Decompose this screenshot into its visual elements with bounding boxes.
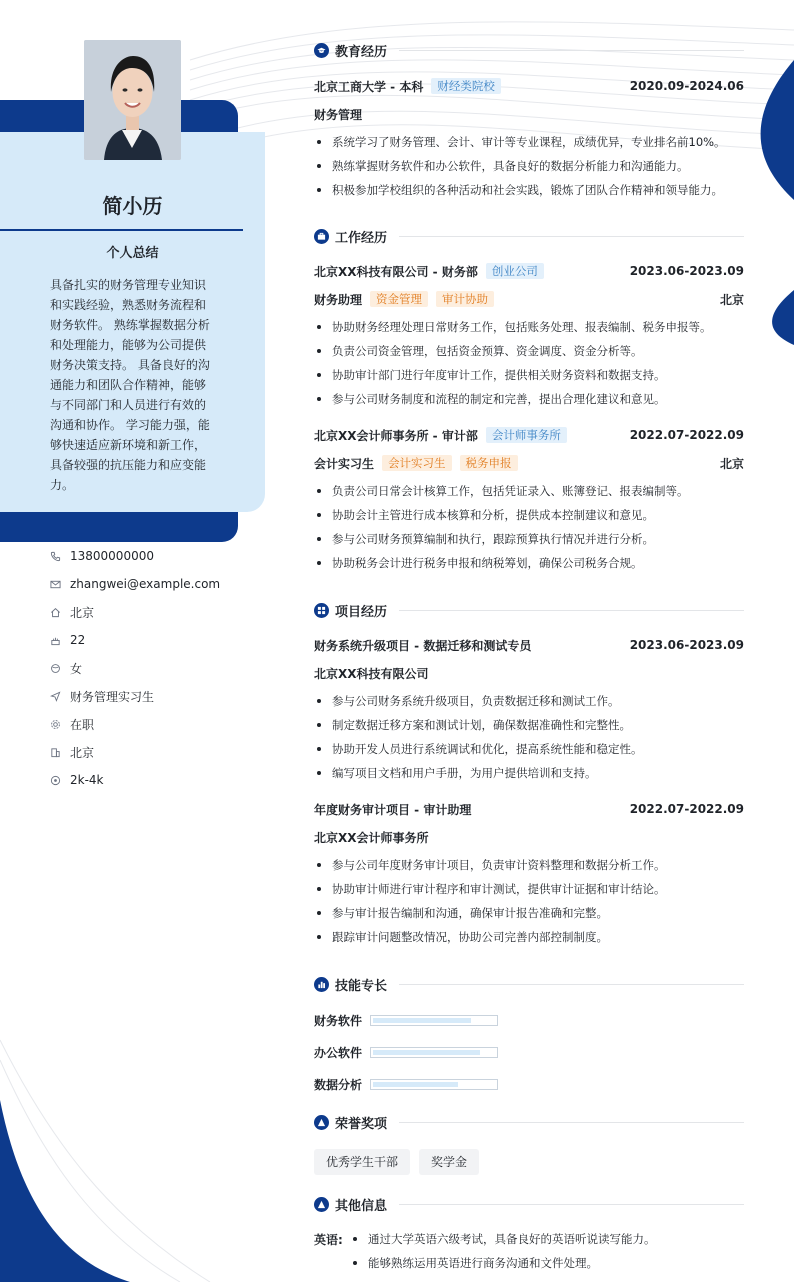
section-projects: [314, 600, 744, 620]
contact-city: [50, 738, 250, 766]
list-item: 积极参加学校组织的各种活动和社会实践，锻炼了团队合作精神和领导能力。: [314, 178, 744, 202]
contact-phone-value: 13800000000: [70, 549, 154, 563]
list-item: 参与公司财务预算编制和执行，跟踪预算执行情况并进行分析。: [314, 527, 744, 551]
contact-age: [50, 626, 250, 654]
section-divider: [399, 1122, 744, 1123]
list-item: 协助税务会计进行税务申报和纳税筹划，确保公司税务合规。: [314, 551, 744, 575]
info-icon: [314, 1197, 329, 1212]
list-item: 参与公司年度财务审计项目，负责审计资料整理和数据分析工作。: [314, 853, 744, 877]
job-2-bullets: [314, 479, 744, 575]
contact-age-value: 22: [70, 633, 86, 647]
education-major-row: [314, 105, 744, 123]
list-item: 协助审计师进行审计程序和审计测试，提供审计证据和审计结论。: [314, 877, 744, 901]
list-item: 跟踪审计问题整改情况，协助公司完善内部控制制度。: [314, 925, 744, 949]
age-icon: [50, 635, 61, 646]
project-2-bullets: [314, 853, 744, 949]
list-item: 参与审计报告编制和沟通，确保审计报告准确和完整。: [314, 901, 744, 925]
section-skills-title: 技能专长: [335, 978, 388, 994]
job-2-role-row: [314, 454, 744, 472]
job-2-header: [314, 426, 744, 444]
job-1-role-row: [314, 290, 744, 308]
list-item: 协助会计主管进行成本核算和分析，提供成本控制建议和意见。: [314, 503, 744, 527]
school-tag: 财经类院校: [431, 78, 501, 94]
section-other: [314, 1194, 744, 1214]
section-skills: [314, 974, 744, 994]
contact-email: [50, 570, 250, 598]
contact-city-value: 北京: [70, 745, 95, 760]
skill-bar: [370, 1079, 498, 1090]
section-divider: [399, 984, 744, 985]
job-2-tag: 会计实习生: [382, 455, 452, 471]
education-bullets: [314, 130, 744, 202]
school-name: 北京工商大学 - 本科: [314, 79, 424, 94]
avatar: [84, 40, 181, 160]
project-2-date: 2022.07-2022.09: [629, 802, 744, 816]
contact-email-value: zhangwei@example.com: [70, 577, 221, 591]
job-1-role: 财务助理: [314, 292, 363, 307]
section-divider: [399, 1204, 744, 1205]
education-header: [314, 77, 744, 95]
list-item: 系统学习了财务管理、会计、审计等专业课程，成绩优异，专业排名前10%。: [314, 130, 744, 154]
skill-row: [314, 1043, 498, 1061]
project-2-org: 北京XX会计师事务所: [314, 830, 429, 845]
phone-icon: [50, 551, 61, 562]
job-1-header: [314, 262, 744, 280]
contact-salary: [50, 766, 250, 794]
contact-phone: [50, 542, 250, 570]
job-1-company: 北京XX科技有限公司 - 财务部: [314, 264, 478, 279]
project-1-name: 财务系统升级项目 - 数据迁移和测试专员: [314, 638, 532, 653]
section-education-title: 教育经历: [335, 44, 388, 60]
list-item: 参与公司财务系统升级项目，负责数据迁移和测试工作。: [314, 689, 744, 713]
gear-icon: [50, 719, 61, 730]
bar-chart-icon: [314, 977, 329, 992]
contact-job-value: 财务管理实习生: [70, 689, 155, 704]
project-2-header: [314, 800, 744, 818]
list-item: 协助开发人员进行系统调试和优化，提高系统性能和稳定性。: [314, 737, 744, 761]
job-2-company-tag: 会计师事务所: [486, 427, 567, 443]
other-label: 英语:: [314, 1232, 343, 1247]
award-icon: [314, 1115, 329, 1130]
project-1-date: 2023.06-2023.09: [629, 638, 744, 652]
contact-gender: [50, 654, 250, 682]
card-bottom-band: [0, 512, 238, 542]
list-item: 通过大学英语六级考试，具备良好的英语听说读写能力。: [350, 1227, 744, 1251]
summary-text: 具备扎实的财务管理专业知识和实践经验，熟悉财务流程和财务软件。 熟练掌握数据分析和处理能力，能够为公司提供财务决策支持。 具备良好的沟通能力和团队合作精神，能够与不同部门和人员进行有效的沟通和协作。 学习能力强，能够快速适应新环境和新工作，具备较强的抗压能力和应变能力。: [50, 278, 210, 492]
contact-home-value: 北京: [70, 605, 95, 620]
job-1-tag: 资金管理: [370, 291, 428, 307]
list-item: 协助审计部门进行年度审计工作，提供相关财务资料和数据支持。: [314, 363, 744, 387]
list-item: 协助财务经理处理日常财务工作，包括账务处理、报表编制、税务申报等。: [314, 315, 744, 339]
contact-home: [50, 598, 250, 626]
skill-name: 办公软件: [314, 1045, 363, 1060]
send-icon: [50, 691, 61, 702]
list-item: 负责公司日常会计核算工作，包括凭证录入、账簿登记、报表编制等。: [314, 479, 744, 503]
contact-status-value: 在职: [70, 717, 95, 732]
skill-bar-fill: [373, 1050, 480, 1055]
section-divider: [399, 610, 744, 611]
project-1-header: [314, 636, 744, 654]
contact-status: [50, 710, 250, 738]
skill-row: [314, 1011, 498, 1029]
job-1-tag: 审计协助: [436, 291, 494, 307]
skill-bar-fill: [373, 1018, 471, 1023]
section-divider: [399, 50, 744, 51]
skill-name: 财务软件: [314, 1013, 363, 1028]
section-work-title: 工作经历: [335, 230, 388, 246]
section-other-title: 其他信息: [335, 1198, 388, 1214]
section-divider: [399, 236, 744, 237]
award-chip: 优秀学生干部: [314, 1149, 410, 1175]
building-icon: [50, 747, 61, 758]
home-icon: [50, 607, 61, 618]
summary-title: 个人总结: [106, 246, 159, 261]
contact-salary-value: 2k-4k: [70, 773, 104, 787]
section-work: [314, 226, 744, 246]
award-chip: 奖学金: [419, 1149, 479, 1175]
other-bullets: [350, 1227, 744, 1275]
project-2-name: 年度财务审计项目 - 审计助理: [314, 802, 472, 817]
skill-bar: [370, 1047, 498, 1058]
contact-job: [50, 682, 250, 710]
briefcase-icon: [314, 229, 329, 244]
project-2-org-row: [314, 828, 744, 846]
skill-name: 数据分析: [314, 1077, 363, 1092]
contact-list: [50, 542, 250, 794]
list-item: 编写项目文档和用户手册，为用户提供培训和支持。: [314, 761, 744, 785]
list-item: 制定数据迁移方案和测试计划，确保数据准确性和完整性。: [314, 713, 744, 737]
salary-icon: [50, 775, 61, 786]
job-2-company: 北京XX会计师事务所 - 审计部: [314, 428, 478, 443]
section-education: [314, 40, 744, 60]
list-item: 参与公司财务制度和流程的制定和完善，提出合理化建议和意见。: [314, 387, 744, 411]
section-awards-title: 荣誉奖项: [335, 1116, 388, 1132]
section-projects-title: 项目经历: [335, 604, 388, 620]
job-2-date: 2022.07-2022.09: [629, 428, 744, 442]
other-label-row: [314, 1230, 354, 1248]
list-item: 能够熟练运用英语进行商务沟通和文件处理。: [350, 1251, 744, 1275]
grid-icon: [314, 603, 329, 618]
education-date: 2020.09-2024.06: [629, 79, 744, 93]
list-item: 熟练掌握财务软件和办公软件，具备良好的数据分析能力和沟通能力。: [314, 154, 744, 178]
name-divider: [0, 229, 243, 231]
person-name: 简小历: [102, 194, 163, 218]
job-2-role: 会计实习生: [314, 456, 375, 471]
project-1-org: 北京XX科技有限公司: [314, 666, 429, 681]
graduation-cap-icon: [314, 43, 329, 58]
contact-gender-value: 女: [70, 661, 83, 676]
job-1-company-tag: 创业公司: [486, 263, 544, 279]
skill-row: [314, 1075, 498, 1093]
job-2-city: 北京: [719, 456, 744, 471]
job-1-city: 北京: [719, 292, 744, 307]
section-awards: [314, 1112, 744, 1132]
education-major: 财务管理: [314, 107, 363, 122]
list-item: 负责公司资金管理，包括资金预算、资金调度、资金分析等。: [314, 339, 744, 363]
skill-bar-fill: [373, 1082, 458, 1087]
job-2-tag: 税务申报: [460, 455, 518, 471]
project-1-org-row: [314, 664, 744, 682]
job-1-date: 2023.06-2023.09: [629, 264, 744, 278]
skill-bar: [370, 1015, 498, 1026]
mail-icon: [50, 579, 61, 590]
project-1-bullets: [314, 689, 744, 785]
job-1-bullets: [314, 315, 744, 411]
gender-icon: [50, 663, 61, 674]
